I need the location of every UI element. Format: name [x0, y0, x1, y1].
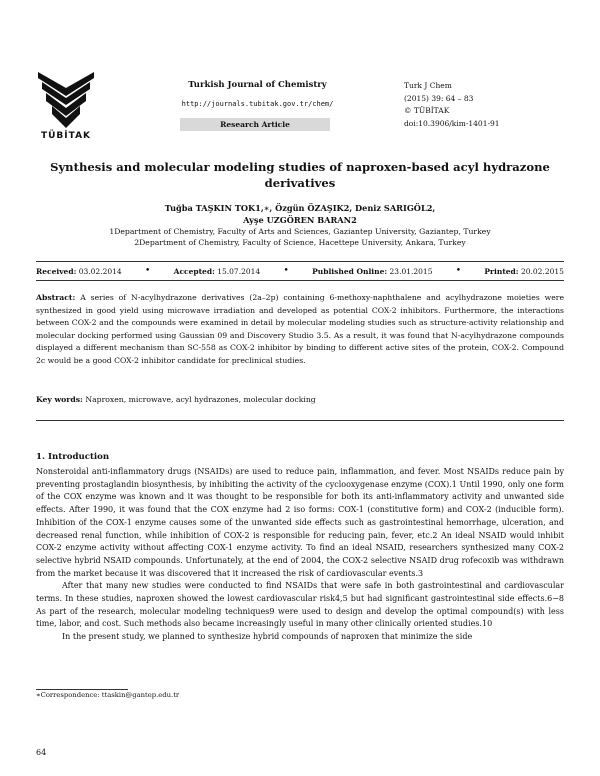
affiliations	[60, 226, 540, 248]
authors-line-1: Tuğba TAŞKIN TOK1,∗, Özgün ÖZAŞIK2, Deniz SARIGÖL2,	[164, 203, 436, 213]
abstract-label: Abstract:	[36, 293, 76, 302]
affiliation-2: 2Department of Chemistry, Faculty of Science, Hacettepe University, Ankara, Turkey	[134, 238, 466, 247]
journal-url[interactable]: http://journals.tubitak.gov.tr/chem/	[181, 100, 334, 108]
meta-volume: (2015) 39: 64 – 83	[404, 93, 474, 103]
affiliation-1: 1Department of Chemistry, Faculty of Arts and Sciences, Gaziantep University, Gaziantep, Turkey	[109, 227, 491, 236]
keywords-text: Naproxen, microwave, acyl hydrazones, molecular docking	[85, 395, 316, 404]
citation-meta	[404, 80, 554, 130]
section-heading: 1. Introduction	[36, 452, 110, 462]
published-date: Published Online: 23.01.2015	[312, 266, 433, 276]
keywords	[36, 394, 564, 406]
paragraph-3: In the present study, we planned to synthesize hybrid compounds of naproxen that minimize the side	[62, 632, 473, 642]
bullet-icon: •	[283, 266, 289, 276]
author-list	[60, 203, 540, 226]
page-number: 64	[36, 748, 47, 757]
abstract	[36, 292, 564, 367]
keywords-label: Key words:	[36, 395, 83, 404]
footnote-rule	[36, 689, 128, 690]
accepted-date: Accepted: 15.07.2014	[173, 266, 261, 276]
dates-bar	[36, 266, 564, 276]
dates-top-rule	[36, 261, 564, 262]
meta-journal: Turk J Chem	[404, 81, 452, 90]
meta-doi[interactable]: doi:10.3906/kim-1401-91	[404, 118, 500, 128]
paragraph-1: Nonsteroidal anti-inflammatory drugs (NSAIDs) are used to reduce pain, inflammation, and fever. Most NSAIDs reduce pain by preventing prostaglandin biosynthesis, by inhibiting the activity of the cyclooxygenase enzyme (COX).1 Until 1990, only one form of the COX enzyme was known and it was thought to be responsible for both its anti-inflammatory activity and unwanted side effects. After 1990, it was found that the COX enzyme had 2 iso forms: COX-1 (constitutive form) and COX-2 (inducible form). Inhibition of the COX-1 enzyme causes some of the unwanted side effects such as gastrointestinal hemorrhage, ulceration, and decreased renal function, while inhibition of COX-2 is responsible for reducing pain, fever, etc.2 An ideal NSAID would inhibit COX-2 enzyme activity without affecting COX-1 enzyme activity. To find an ideal NSAID, researchers synthesized many COX-2 selective hybrid NSAID compounds. Unfortunately, at the end of 2004, the COX-2 selective NSAID drug rofecoxib was withdrawn from the market because it was discovered that it increased the risk of cardiovascular events.3	[36, 467, 564, 578]
printed-date: Printed: 20.02.2015	[484, 266, 564, 276]
section-rule	[36, 420, 564, 421]
paper-title: Synthesis and molecular modeling studies of naproxen-based acyl hydrazone derivatives	[50, 160, 550, 190]
meta-copyright: © TÜBİTAK	[404, 106, 450, 115]
article-type-badge: Research Article	[180, 118, 330, 131]
dates-bottom-rule	[36, 280, 564, 281]
authors-line-2: Ayşe UZGÖREN BARAN2	[243, 214, 357, 225]
footnote-correspondence: ∗Correspondence: ttaskin@gantep.edu.tr	[36, 691, 180, 699]
bullet-icon: •	[455, 266, 462, 276]
tubitak-logo	[36, 70, 96, 140]
section-body	[36, 466, 564, 644]
received-date: Received: 03.02.2014	[36, 266, 122, 276]
logo-wordmark: TÜBİTAK	[40, 131, 92, 141]
paragraph-2: After that many new studies were conducted to find NSAIDs that were safe in both gastrointestinal and cardiovascular terms. In these studies, naproxen showed the lowest cardiovascular risk4,5 but had significant gastrointestinal side effects.6−8 As part of the research, molecular modeling techniques9 were used to design and develop the optimal compound(s) with less time, labor, and cost. Such methods also became increasingly useful in many other clinically oriented studies.10	[36, 581, 564, 629]
journal-name: Turkish Journal of Chemistry	[188, 80, 327, 90]
abstract-text: A series of N-acylhydrazone derivatives (2a–2p) containing 6-methoxy-naphthalene and acylhydrazone moieties were synthesized in good yield using microwave irradiation and developed as potential COX-2 inhibitors. Furthermore, the interactions between COX-2 and the compounds were examined in detail by molecular modeling studies such as structure-activity relationship and molecular docking performed using Gaussian 09 and Discovery Studio 3.5. As a result, it was found that N-acylhydrazone compounds displayed a different mechanism than SC-558 as COX-2 inhibitor by binding to different active sites of the protein, COX-2. Compound 2c would be a good COX-2 inhibitor candidate for preclinical studies.	[36, 293, 564, 365]
bullet-icon: •	[145, 266, 151, 276]
